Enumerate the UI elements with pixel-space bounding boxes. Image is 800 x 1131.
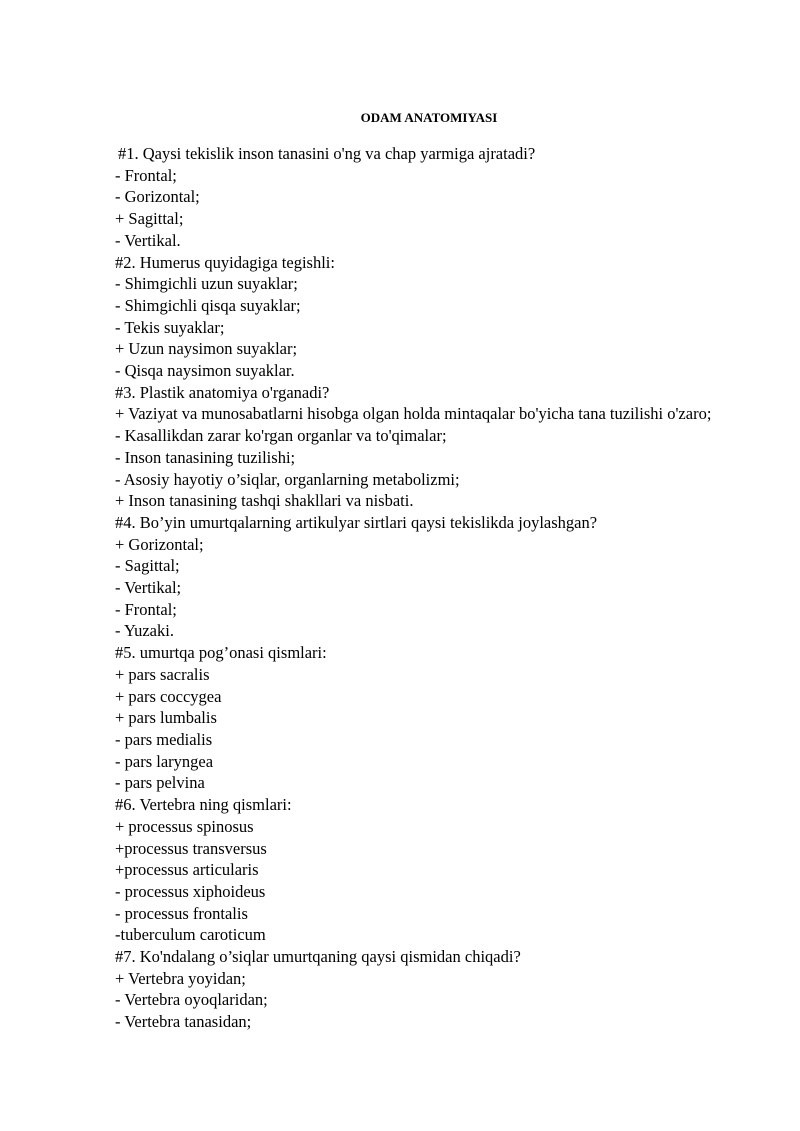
answer-line: - processus frontalis bbox=[115, 903, 248, 923]
document-title: ODAM ANATOMIYASI bbox=[360, 110, 498, 125]
answer-line: + Uzun naysimon suyaklar; bbox=[115, 339, 298, 359]
question-line: #7. Ko'ndalang o’siqlar umurtqaning qaysi qismidan chiqadi? bbox=[115, 947, 521, 967]
answer-line: - pars medialis bbox=[115, 729, 213, 749]
answer-line: + pars sacralis bbox=[115, 664, 210, 684]
answer-line: - Sagittal; bbox=[115, 556, 180, 576]
answer-line: - Qisqa naysimon suyaklar. bbox=[115, 361, 295, 381]
question-line: #2. Humerus quyidagiga tegishli: bbox=[115, 252, 335, 272]
answer-line: +processus transversus bbox=[115, 838, 267, 858]
answer-line: - Shimgichli uzun suyaklar; bbox=[115, 274, 298, 294]
question-line: #5. umurtqa pog’onasi qismlari: bbox=[115, 643, 327, 663]
answer-line: - processus xiphoideus bbox=[115, 881, 266, 901]
answer-line: + Vaziyat va munosabatlarni hisobga olgan holda mintaqalar bo'yicha tana tuzilishi o'zaro; bbox=[115, 404, 712, 424]
question-line: #1. Qaysi tekislik inson tanasini o'ng va chap yarmiga ajratadi? bbox=[118, 144, 536, 163]
answer-line: - Inson tanasining tuzilishi; bbox=[115, 447, 296, 467]
answer-line: - Vertebra oyoqlaridan; bbox=[115, 990, 268, 1010]
answer-line: + Inson tanasining tashqi shakllari va nisbati. bbox=[115, 491, 414, 511]
answer-line: - Vertikal. bbox=[115, 230, 181, 250]
answer-line: + pars coccygea bbox=[115, 686, 222, 706]
answer-line: + pars lumbalis bbox=[115, 708, 217, 728]
answer-line: - Gorizontal; bbox=[115, 187, 200, 207]
answer-line: + processus spinosus bbox=[115, 816, 254, 836]
question-line: #4. Bo’yin umurtqalarning artikulyar sirtlari qaysi tekislikda joylashgan? bbox=[115, 512, 598, 532]
answer-line: - Vertikal; bbox=[115, 578, 182, 598]
question-line: #6. Vertebra ning qismlari: bbox=[115, 795, 292, 815]
answer-line: - pars laryngea bbox=[115, 751, 214, 771]
answer-line: - Yuzaki. bbox=[115, 621, 174, 641]
answer-line: - Frontal; bbox=[115, 599, 177, 619]
answer-line: - Tekis suyaklar; bbox=[115, 317, 225, 337]
answer-line: - Asosiy hayotiy o’siqlar, organlarning metabolizmi; bbox=[115, 469, 460, 489]
answer-line: + Gorizontal; bbox=[115, 534, 204, 554]
answer-line: - Vertebra tanasidan; bbox=[115, 1012, 252, 1032]
answer-line: +processus articularis bbox=[115, 860, 259, 880]
answer-line: - Kasallikdan zarar ko'rgan organlar va to'qimalar; bbox=[115, 426, 447, 446]
answer-line: + Sagittal; bbox=[115, 209, 184, 229]
answer-line: + Vertebra yoyidan; bbox=[115, 968, 246, 988]
answer-line: - Frontal; bbox=[115, 165, 177, 185]
answer-line: - pars pelvina bbox=[115, 773, 205, 793]
question-line: #3. Plastik anatomiya o'rganadi? bbox=[115, 382, 330, 402]
answer-line: - Shimgichli qisqa suyaklar; bbox=[115, 295, 301, 315]
document-body bbox=[115, 143, 755, 1033]
answer-line: -tuberculum caroticum bbox=[115, 925, 266, 945]
